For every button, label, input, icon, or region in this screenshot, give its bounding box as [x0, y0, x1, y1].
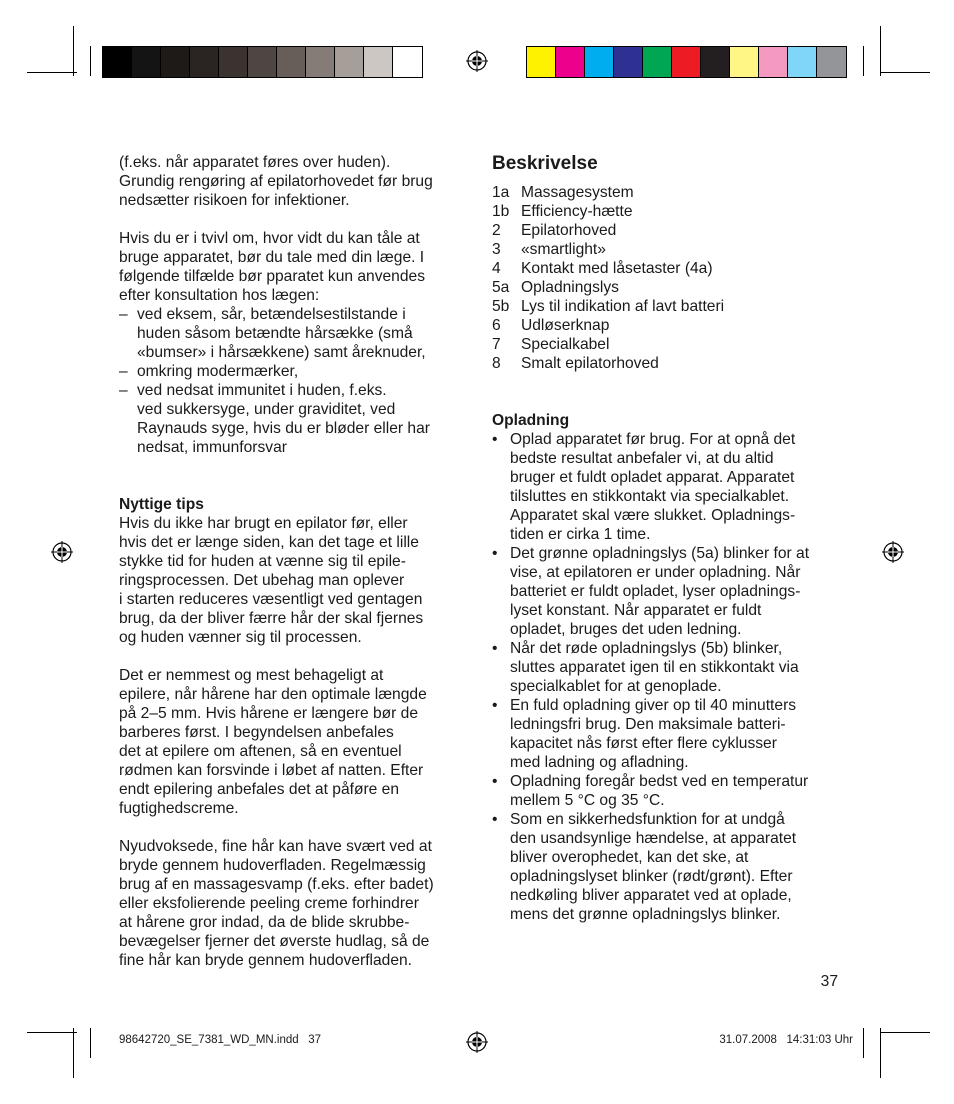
dash-marker: –	[119, 363, 128, 380]
registration-mark-icon	[466, 1031, 488, 1053]
part-number: 3	[492, 241, 501, 258]
text-line: i starten reduceres væsentligt ved gentagen	[119, 591, 423, 608]
color-swatch	[277, 47, 306, 77]
text-line: lyset konstant. Når apparatet er fuldt	[510, 602, 762, 619]
color-swatch	[817, 47, 846, 77]
text-line: mellem 5 °C og 35 °C.	[510, 792, 665, 809]
text-line: specialkablet for at genoplade.	[510, 678, 722, 695]
text-line: batteriet er fuldt opladet, lyser opladnings-	[510, 583, 801, 600]
left-column	[119, 153, 469, 970]
bullet-marker: •	[492, 640, 498, 657]
text-line: nedsætter risikoen for infektioner.	[119, 192, 350, 209]
registration-mark-icon	[51, 541, 73, 563]
text-line: og huden vænner sig til processen.	[119, 629, 362, 646]
color-swatch	[759, 47, 788, 77]
part-number: 1a	[492, 184, 510, 201]
text-line: barberes først. I begyndelsen anbefales	[119, 724, 394, 741]
section-heading: Beskrivelse	[492, 153, 598, 174]
color-swatch	[393, 47, 422, 77]
crop-mark	[90, 46, 91, 76]
text-line: Apparatet skal være slukket. Opladnings-	[510, 507, 796, 524]
color-swatch	[132, 47, 161, 77]
part-name: Massagesystem	[521, 184, 634, 201]
crop-mark	[73, 26, 74, 76]
part-name: «smartlight»	[521, 241, 606, 258]
text-line: opladningslyset blinker (rødt/grønt). Efter	[510, 868, 793, 885]
part-list-item	[492, 297, 852, 316]
tips-paragraph	[119, 514, 469, 647]
text-line: opladet, bruges det uden ledning.	[510, 621, 742, 638]
part-number: 6	[492, 317, 501, 334]
part-number: 8	[492, 355, 501, 372]
text-line: den usandsynlige hændelse, at apparatet	[510, 830, 797, 847]
part-list-item	[492, 259, 852, 278]
color-swatch	[190, 47, 219, 77]
part-list-item	[492, 221, 852, 240]
part-name: Epilatorhoved	[521, 222, 617, 239]
text-line: bedste resultat anbefaler vi, at du altid	[510, 450, 774, 467]
part-list-item	[492, 183, 852, 202]
text-line: Raynauds syge, hvis du er bløder eller har	[137, 420, 430, 437]
text-line: ved sukkersyge, under graviditet, ved	[137, 401, 396, 418]
crop-mark	[863, 1028, 864, 1058]
bullet-list-item	[492, 772, 852, 810]
footer-timestamp: 31.07.2008 14:31:03 Uhr	[719, 1034, 853, 1046]
part-number: 5b	[492, 298, 510, 315]
tips-heading: Nyttige tips	[119, 496, 204, 513]
bullet-marker: •	[492, 545, 498, 562]
text-line: efter konsultation hos lægen:	[119, 287, 320, 304]
text-line: huden såsom betændte hårsække (små	[137, 325, 413, 342]
text-line: bliver overophedet, kan det ske, at	[510, 849, 749, 866]
bullet-list-item	[492, 639, 852, 696]
bullet-list-item	[492, 696, 852, 772]
crop-mark	[73, 1028, 74, 1078]
text-line: ledningsfri brug. Den maksimale batteri-	[510, 716, 786, 733]
part-name: Kontakt med låsetaster (4a)	[521, 260, 713, 277]
text-line: brug af en massagesvamp (f.eks. efter badet)	[119, 876, 434, 893]
color-swatch	[672, 47, 701, 77]
part-list-item	[492, 316, 852, 335]
color-swatch	[219, 47, 248, 77]
part-name: Specialkabel	[521, 336, 610, 353]
text-line: epilere, når hårene har den optimale længde	[119, 686, 427, 703]
text-line: Nyudvoksede, fine hår kan have svært ved at	[119, 838, 432, 855]
dash-marker: –	[119, 306, 128, 323]
part-number: 1b	[492, 203, 510, 220]
text-line: Hvis du ikke har brugt en epilator før, eller	[119, 515, 408, 532]
part-list-item	[492, 335, 852, 354]
part-number: 5a	[492, 279, 510, 296]
text-line: tiden er cirka 1 time.	[510, 526, 651, 543]
text-line: med ladning og afladning.	[510, 754, 689, 771]
text-line: ringsprocessen. Det ubehag man oplever	[119, 572, 405, 589]
tips-paragraph	[119, 837, 469, 970]
grayscale-color-bar	[102, 46, 423, 78]
text-line: bryde gennem hudoverfladen. Regelmæssig	[119, 857, 426, 874]
dash-list-item	[119, 305, 469, 362]
crop-mark	[863, 46, 864, 76]
color-swatch	[585, 47, 614, 77]
text-line: omkring modermærker,	[137, 363, 299, 380]
color-swatch	[614, 47, 643, 77]
registration-mark-icon	[466, 50, 488, 72]
footer-filename: 98642720_SE_7381_WD_MN.indd 37	[119, 1034, 322, 1046]
text-line: En fuld opladning giver op til 40 minutters	[510, 697, 797, 714]
text-line: ved eksem, sår, betændelsestilstande i	[137, 306, 406, 323]
text-line: Som en sikkerhedsfunktion for at undgå	[510, 811, 785, 828]
crop-mark	[27, 72, 77, 73]
color-swatch	[701, 47, 730, 77]
crop-mark	[90, 1028, 91, 1058]
text-line: fugtighedscreme.	[119, 800, 239, 817]
text-line: fine hår kan bryde gennem hudoverfladen.	[119, 952, 413, 969]
text-line: følgende tilfælde bør pparatet kun anvendes	[119, 268, 425, 285]
color-swatch	[556, 47, 585, 77]
part-name: Udløserknap	[521, 317, 610, 334]
part-name: Efficiency-hætte	[521, 203, 633, 220]
part-list-item	[492, 278, 852, 297]
dash-list-item	[119, 381, 469, 457]
intro-paragraph	[119, 153, 469, 210]
doubt-paragraph	[119, 229, 469, 305]
part-name: Smalt epilatorhoved	[521, 355, 659, 372]
process-color-bar	[526, 46, 847, 78]
text-line: mens det grønne opladningslys blinker.	[510, 906, 781, 923]
text-line: tilsluttes en stikkontakt via specialkablet.	[510, 488, 790, 505]
text-line: bruger et fuldt opladet apparat. Apparatet	[510, 469, 795, 486]
part-name: Lys til indikation af lavt batteri	[521, 298, 725, 315]
bullet-list-item	[492, 430, 852, 544]
text-line: bruge apparatet, bør du tale med din læge. I	[119, 249, 425, 266]
text-line: sluttes apparatet igen til en stikkontakt via	[510, 659, 799, 676]
right-column	[492, 153, 852, 924]
text-line: Når det røde opladningslys (5b) blinker,	[510, 640, 783, 657]
text-line: brug, da der bliver færre hår der skal fjernes	[119, 610, 424, 627]
text-line: stykke tid for huden at vænne sig til epile-	[119, 553, 406, 570]
text-line: Opladning foregår bedst ved en temperatur	[510, 773, 809, 790]
part-number: 7	[492, 336, 501, 353]
text-line: Hvis du er i tvivl om, hvor vidt du kan tåle at	[119, 230, 420, 247]
bullet-marker: •	[492, 431, 498, 448]
bullet-list-item	[492, 810, 852, 924]
bullet-marker: •	[492, 697, 498, 714]
crop-mark	[880, 1028, 881, 1078]
color-swatch	[788, 47, 817, 77]
color-swatch	[364, 47, 393, 77]
text-line: vise, at epilatoren er under opladning. Når	[510, 564, 801, 581]
bullet-marker: •	[492, 811, 498, 828]
text-line: at hårene gror indad, da de blide skrubbe-	[119, 914, 410, 931]
tips-paragraph	[119, 666, 469, 818]
dash-list-item	[119, 362, 469, 381]
crop-mark	[880, 1032, 930, 1033]
dash-marker: –	[119, 382, 128, 399]
text-line: rødmen kan forsvinde i løbet af natten. Efter	[119, 762, 424, 779]
text-line: det at epilere om aftenen, så en eventuel	[119, 743, 402, 760]
text-line: Det grønne opladningslys (5a) blinker for at	[510, 545, 810, 562]
registration-mark-icon	[882, 541, 904, 563]
part-list-item	[492, 202, 852, 221]
bullet-list-item	[492, 544, 852, 639]
color-swatch	[161, 47, 190, 77]
text-line: eller eksfolierende peeling creme forhindrer	[119, 895, 419, 912]
text-line: Oplad apparatet før brug. For at opnå det	[510, 431, 796, 448]
bullet-marker: •	[492, 773, 498, 790]
condition-list	[119, 305, 469, 457]
page-number: 37	[820, 973, 838, 990]
color-swatch	[643, 47, 672, 77]
color-swatch	[306, 47, 335, 77]
color-swatch	[730, 47, 759, 77]
color-swatch	[527, 47, 556, 77]
text-line: Det er nemmest og mest behageligt at	[119, 667, 384, 684]
text-line: bevægelser fjerner det øverste hudlag, så de	[119, 933, 430, 950]
crop-mark	[27, 1032, 77, 1033]
part-name: Opladningslys	[521, 279, 619, 296]
text-line: hvis det er længe siden, kan det tage et lille	[119, 534, 419, 551]
text-line: nedkøling bliver apparatet ved at oplade,	[510, 887, 792, 904]
color-swatch	[248, 47, 277, 77]
part-list-item	[492, 240, 852, 259]
color-swatch	[335, 47, 364, 77]
crop-mark	[880, 72, 930, 73]
part-number: 2	[492, 222, 501, 239]
text-line: (f.eks. når apparatet føres over huden).	[119, 154, 391, 171]
crop-mark	[880, 26, 881, 76]
part-number: 4	[492, 260, 501, 277]
part-list-item	[492, 354, 852, 373]
text-line: Grundig rengøring af epilatorhovedet før brug	[119, 173, 433, 190]
text-line: endt epilering anbefales det at påføre en	[119, 781, 400, 798]
charging-heading: Opladning	[492, 412, 570, 429]
text-line: «bumser» i hårsækkene) samt åreknuder,	[137, 344, 426, 361]
text-line: nedsat, immunforsvar	[137, 439, 287, 456]
text-line: på 2–5 mm. Hvis hårene er længere bør de	[119, 705, 419, 722]
parts-list	[492, 183, 852, 373]
charging-list	[492, 430, 852, 924]
text-line: kapacitet nås først efter flere cyklusser	[510, 735, 777, 752]
color-swatch	[103, 47, 132, 77]
text-line: ved nedsat immunitet i huden, f.eks.	[137, 382, 387, 399]
